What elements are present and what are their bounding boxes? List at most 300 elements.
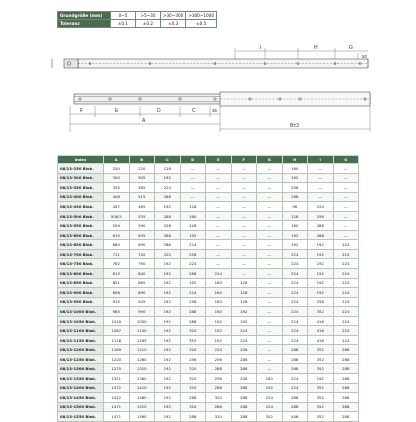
table-cell: 288 xyxy=(282,354,308,364)
table-cell: 288 xyxy=(308,230,334,240)
table-cell: --- xyxy=(257,269,283,279)
table-cell: 288 xyxy=(282,345,308,355)
table-row xyxy=(58,221,359,231)
table-cell: --- xyxy=(257,173,283,183)
table-cell: 457 xyxy=(104,202,130,212)
table-row xyxy=(58,192,359,202)
table-cell: 840 xyxy=(129,269,155,279)
table-cell: 192 xyxy=(155,383,181,393)
table-cell: 160 xyxy=(180,211,206,221)
table-cell: --- xyxy=(231,173,257,183)
table-cell: 160 xyxy=(206,288,232,298)
table-cell: 192 xyxy=(308,374,334,384)
table-cell: 1460 xyxy=(129,393,155,403)
table-cell: 1260 xyxy=(129,354,155,364)
table-cell: --- xyxy=(333,221,359,231)
row-index-cell: 08/13-1100 Blok. xyxy=(58,326,104,336)
table-cell: 288 xyxy=(333,364,359,374)
tolerance-table xyxy=(57,11,217,28)
dim-label-50: 50 xyxy=(362,54,368,59)
table-cell: --- xyxy=(308,164,334,174)
table-cell: 990 xyxy=(129,307,155,317)
table-cell: 320 xyxy=(180,326,206,336)
table-cell: 288 xyxy=(206,364,232,374)
column-header: E xyxy=(206,156,232,164)
table-row xyxy=(58,335,359,345)
table-cell: --- xyxy=(257,316,283,326)
table-cell: --- xyxy=(180,183,206,193)
table-cell: 690 xyxy=(129,240,155,250)
table-cell: 288 xyxy=(282,393,308,403)
row-index-cell: 08/13-600 Blok. xyxy=(58,230,104,240)
table-cell: 192 xyxy=(155,202,181,212)
row-index-cell: 08/13-400 Blok. xyxy=(58,192,104,202)
table-cell: --- xyxy=(333,164,359,174)
table-cell: --- xyxy=(257,202,283,212)
table-cell: 790 xyxy=(129,259,155,269)
row-index-cell: 08/13-550 Blok. xyxy=(58,221,104,231)
tolerance-row-values xyxy=(58,20,217,28)
row-index-cell: 08/13-800 Blok. xyxy=(58,269,104,279)
table-cell: 288 xyxy=(333,383,359,393)
table-cell: --- xyxy=(308,173,334,183)
table-cell: 192 xyxy=(282,173,308,183)
table-cell: 160 xyxy=(282,221,308,231)
table-cell: --- xyxy=(231,202,257,212)
table-cell: 192 xyxy=(206,335,232,345)
table-row xyxy=(58,278,359,288)
table-cell: 288 xyxy=(282,402,308,412)
table-cell: 813 xyxy=(104,269,130,279)
table-cell: 288 xyxy=(155,230,181,240)
table-row xyxy=(58,173,359,183)
table-cell: --- xyxy=(180,192,206,202)
table-cell: 256 xyxy=(206,354,232,364)
table-cell: 224 xyxy=(333,335,359,345)
table-cell: 224 xyxy=(282,278,308,288)
table-cell: --- xyxy=(333,173,359,183)
table-row xyxy=(58,316,359,326)
column-header: B xyxy=(129,156,155,164)
table-cell: --- xyxy=(333,202,359,212)
table-cell: 224 xyxy=(180,259,206,269)
table-header-row xyxy=(58,156,359,164)
table-cell: 1169 xyxy=(104,345,130,355)
table-cell: --- xyxy=(206,230,232,240)
table-cell: 945 xyxy=(129,297,155,307)
table-row xyxy=(58,364,359,374)
table-cell: 192 xyxy=(206,316,232,326)
table-cell: --- xyxy=(180,173,206,183)
table-cell: 192 xyxy=(155,307,181,317)
table-cell: 256 xyxy=(308,297,334,307)
table-cell: 288 xyxy=(308,221,334,231)
table-cell: 128 xyxy=(231,278,257,288)
table-cell: --- xyxy=(231,221,257,231)
row-index-cell: 08/13-1150 Blok. xyxy=(58,335,104,345)
table-cell: 128 xyxy=(231,297,257,307)
dim-label-D: D xyxy=(157,108,161,114)
table-cell: --- xyxy=(257,249,283,259)
table-cell: 865 xyxy=(129,278,155,288)
table-cell: 224 xyxy=(231,335,257,345)
table-cell: --- xyxy=(206,249,232,259)
table-cell: 610 xyxy=(104,230,130,240)
table-cell: 192 xyxy=(155,173,181,183)
column-header: C xyxy=(155,156,181,164)
table-cell: --- xyxy=(333,230,359,240)
table-row xyxy=(58,393,359,403)
column-header: G xyxy=(257,156,283,164)
table-cell: 288 xyxy=(180,412,206,422)
row-index-cell: 08/13-700 Blok. xyxy=(58,249,104,259)
table-row xyxy=(58,183,359,193)
table-cell: 160 xyxy=(206,278,232,288)
table-cell: --- xyxy=(206,240,232,250)
table-cell: --- xyxy=(257,335,283,345)
table-cell: 220 xyxy=(129,164,155,174)
table-cell: 192 xyxy=(308,278,334,288)
table-cell: --- xyxy=(231,240,257,250)
table-cell: 1321 xyxy=(104,374,130,384)
column-header: G xyxy=(333,156,359,164)
table-cell: 660 xyxy=(104,240,130,250)
table-cell: 224 xyxy=(333,326,359,336)
table-cell: --- xyxy=(257,221,283,231)
table-cell: 288 xyxy=(231,393,257,403)
table-cell: 1422 xyxy=(104,393,130,403)
table-cell: 352 xyxy=(308,393,334,403)
row-index-cell: 08/13-350 Blok. xyxy=(58,183,104,193)
table-cell: 300 xyxy=(104,173,130,183)
table-row xyxy=(58,288,359,298)
table-cell: --- xyxy=(206,183,232,193)
table-row xyxy=(58,211,359,221)
table-cell: 192 xyxy=(308,240,334,250)
table-cell: 1118 xyxy=(104,335,130,345)
table-cell: 192 xyxy=(155,345,181,355)
table-row xyxy=(58,326,359,336)
table-cell: 224 xyxy=(333,288,359,298)
table-cell: 192 xyxy=(308,269,334,279)
table-cell: 742 xyxy=(129,249,155,259)
row-index-cell: 08/13-850 Blok. xyxy=(58,278,104,288)
table-cell: 1310 xyxy=(129,364,155,374)
row-index-cell: 08/13-1550 Blok. xyxy=(58,412,104,422)
table-cell: 160 xyxy=(206,297,232,307)
table-cell: 915 xyxy=(104,297,130,307)
table-cell: 192 xyxy=(155,297,181,307)
table-cell: 256 xyxy=(180,249,206,259)
table-row xyxy=(58,412,359,422)
table-row xyxy=(58,230,359,240)
table-cell: --- xyxy=(206,259,232,269)
tolerance-value-header: Toleranz xyxy=(58,20,111,28)
table-cell: --- xyxy=(257,183,283,193)
table-cell: --- xyxy=(257,259,283,269)
table-cell: --- xyxy=(206,221,232,231)
table-cell: 288 xyxy=(282,364,308,374)
table-cell: --- xyxy=(206,211,232,221)
table-cell: 224 xyxy=(206,269,232,279)
slide-top-view xyxy=(52,48,368,68)
table-cell: 288 xyxy=(231,364,257,374)
row-index-cell: 08/13-1350 Blok. xyxy=(58,374,104,384)
table-row xyxy=(58,259,359,269)
table-row xyxy=(58,202,359,212)
table-cell: 224 xyxy=(282,307,308,317)
table-cell: 192 xyxy=(282,230,308,240)
table-cell: 288 xyxy=(155,240,181,250)
slide-drawing xyxy=(40,42,380,142)
table-cell: 256 xyxy=(231,374,257,384)
table-cell: 128 xyxy=(282,211,308,221)
table-cell: 224 xyxy=(333,259,359,269)
table-cell: 535 xyxy=(129,211,155,221)
table-cell: 1220 xyxy=(104,354,130,364)
tolerance-row-size xyxy=(58,12,217,20)
table-cell: 192 xyxy=(155,374,181,384)
table-cell: 224 xyxy=(180,240,206,250)
table-cell: 224 xyxy=(257,393,283,403)
table-cell: 192 xyxy=(308,249,334,259)
table-cell: 224 xyxy=(282,374,308,384)
table-cell: 1360 xyxy=(129,374,155,384)
table-cell: 355 xyxy=(104,183,130,193)
table-cell: --- xyxy=(206,164,232,174)
table-cell: 416 xyxy=(308,335,334,345)
table-cell: 415 xyxy=(129,192,155,202)
table-cell: 288 xyxy=(206,402,232,412)
table-cell: 128 xyxy=(155,164,181,174)
table-cell: 224 xyxy=(333,249,359,259)
table-cell: 224 xyxy=(155,183,181,193)
table-cell: 224 xyxy=(206,345,232,355)
table-cell: 1016 xyxy=(104,316,130,326)
table-cell: 1471 xyxy=(104,402,130,412)
table-cell: 352 xyxy=(308,402,334,412)
table-cell: 256 xyxy=(155,221,181,231)
table-cell: 320 xyxy=(180,364,206,374)
table-cell: 851 xyxy=(104,278,130,288)
table-cell: 224 xyxy=(282,316,308,326)
table-cell: 288 xyxy=(333,374,359,384)
table-cell: --- xyxy=(206,192,232,202)
table-cell: --- xyxy=(308,192,334,202)
table-cell: --- xyxy=(231,230,257,240)
table-cell: 192 xyxy=(282,240,308,250)
table-cell: --- xyxy=(257,240,283,250)
table-cell: 288 xyxy=(206,383,232,393)
table-cell: 288 xyxy=(155,211,181,221)
tolerance-size-cell: >300~1000 xyxy=(186,12,217,20)
table-cell: 224 xyxy=(333,269,359,279)
table-cell: 352 xyxy=(308,354,334,364)
table-cell: --- xyxy=(206,173,232,183)
dim-label-I: I xyxy=(260,45,262,51)
tolerance-value-cell: ±0.1 xyxy=(111,20,136,28)
table-cell: --- xyxy=(231,183,257,193)
dim-label-A: A xyxy=(142,118,146,124)
table-cell: 192 xyxy=(231,316,257,326)
table-cell: 192 xyxy=(155,412,181,422)
table-cell: --- xyxy=(257,307,283,317)
table-cell: 256 xyxy=(180,297,206,307)
table-cell: 352 xyxy=(180,335,206,345)
table-cell: --- xyxy=(231,249,257,259)
table-cell: 352 xyxy=(308,364,334,374)
table-cell: 192 xyxy=(155,259,181,269)
table-body xyxy=(58,164,359,422)
dim-label-C: C xyxy=(192,108,196,114)
table-row xyxy=(58,383,359,393)
table-cell: 224 xyxy=(282,297,308,307)
table-row xyxy=(58,269,359,279)
table-cell: 288 xyxy=(180,269,206,279)
table-cell: 224 xyxy=(231,326,257,336)
table-cell: --- xyxy=(231,192,257,202)
table-cell: --- xyxy=(257,326,283,336)
table-cell: 288 xyxy=(231,412,257,422)
table-cell: 128 xyxy=(180,202,206,212)
tolerance-size-header: Grundgröße (mm) xyxy=(58,12,111,20)
table-cell: --- xyxy=(333,183,359,193)
table-row xyxy=(58,297,359,307)
table-cell: 224 xyxy=(308,202,334,212)
table-cell: 288 xyxy=(180,307,206,317)
row-index-cell: 08/13-1450 Blok. xyxy=(58,393,104,403)
table-cell: --- xyxy=(257,297,283,307)
table-cell: 559 xyxy=(104,221,130,231)
table-row xyxy=(58,345,359,355)
table-cell: 1165 xyxy=(129,335,155,345)
table-cell: 352 xyxy=(257,412,283,422)
table-cell: 711 xyxy=(104,249,130,259)
table-cell: 192 xyxy=(155,316,181,326)
table-cell: 192 xyxy=(180,278,206,288)
table-cell: 256 xyxy=(180,354,206,364)
table-cell: 288 xyxy=(231,383,257,393)
table-cell: 192 xyxy=(155,335,181,345)
table-cell: 288 xyxy=(231,402,257,412)
row-index-cell: 08/13-900 Blok. xyxy=(58,288,104,298)
table-cell: 1372 xyxy=(104,383,130,393)
table-cell: 985 xyxy=(104,307,130,317)
table-cell: 192 xyxy=(308,259,334,269)
table-cell: 224 xyxy=(180,288,206,298)
table-cell: --- xyxy=(257,364,283,374)
dim-label-F: F xyxy=(80,108,84,114)
table-cell: --- xyxy=(257,278,283,288)
tolerance-size-cell: >5~30 xyxy=(136,12,161,20)
table-cell: 160 xyxy=(206,307,232,317)
table-cell: 256 xyxy=(231,345,257,355)
table-cell: 192 xyxy=(155,326,181,336)
table-cell: 224 xyxy=(282,288,308,298)
table-cell: 256 xyxy=(282,183,308,193)
table-cell: --- xyxy=(257,164,283,174)
row-index-cell: 08/13-250 Blok. xyxy=(58,164,104,174)
table-cell: 192 xyxy=(180,230,206,240)
row-index-cell: 08/13-1500 Blok. xyxy=(58,402,104,412)
table-cell: --- xyxy=(180,164,206,174)
table-cell: 192 xyxy=(155,354,181,364)
table-cell: 352 xyxy=(308,345,334,355)
tolerance-value-cell: ±0.5 xyxy=(186,20,217,28)
row-index-cell: 08/13-1300 Blok. xyxy=(58,364,104,374)
table-cell: 320 xyxy=(155,249,181,259)
table-cell: 192 xyxy=(155,278,181,288)
column-header: I xyxy=(308,156,334,164)
table-cell: 288 xyxy=(155,192,181,202)
table-cell: 224 xyxy=(333,316,359,326)
column-header: D xyxy=(180,156,206,164)
tolerance-value-cell: ±0.3 xyxy=(161,20,186,28)
table-cell: 250 xyxy=(104,164,130,174)
dim-label-35: 35 xyxy=(212,108,218,113)
table-cell: 192 xyxy=(257,383,283,393)
table-cell: 192 xyxy=(308,288,334,298)
table-cell: 224 xyxy=(282,335,308,345)
table-cell: 416 xyxy=(308,316,334,326)
table-cell: 320 xyxy=(206,412,232,422)
dim-label-B: B±3 xyxy=(290,123,299,129)
table-cell: 224 xyxy=(333,240,359,250)
table-cell: 320 xyxy=(180,402,206,412)
table-cell: 288 xyxy=(333,345,359,355)
column-header: Index xyxy=(58,156,104,164)
table-cell: 224 xyxy=(333,297,359,307)
table-cell: --- xyxy=(257,230,283,240)
table-cell: 320 xyxy=(180,383,206,393)
row-index-cell: 08/13-500 Blok. xyxy=(58,211,104,221)
table-cell: 224 xyxy=(282,326,308,336)
tolerance-size-cell: 0~5 xyxy=(111,12,136,20)
table-cell: 192 xyxy=(155,269,181,279)
table-cell: 762 xyxy=(104,259,130,269)
table-cell: 896 xyxy=(104,288,130,298)
table-cell: 288 xyxy=(333,412,359,422)
row-index-cell: 08/13-450 Blok. xyxy=(58,202,104,212)
table-row xyxy=(58,354,359,364)
table-cell: 224 xyxy=(282,269,308,279)
table-cell: 1067 xyxy=(104,326,130,336)
row-index-cell: 08/13-1000 Blok. xyxy=(58,307,104,317)
table-cell: 288 xyxy=(333,393,359,403)
table-cell: 128 xyxy=(231,288,257,298)
table-cell: 352 xyxy=(308,412,334,422)
table-cell: 305 xyxy=(129,173,155,183)
table-cell: 288 xyxy=(180,316,206,326)
table-cell: 1510 xyxy=(129,402,155,412)
row-index-cell: 08/13-1200 Blok. xyxy=(58,345,104,355)
table-row xyxy=(58,374,359,384)
table-cell: 890 xyxy=(129,288,155,298)
table-cell: 288 xyxy=(282,192,308,202)
tolerance-value-cell: ±0.2 xyxy=(136,20,161,28)
table-cell: 224 xyxy=(282,259,308,269)
table-cell: 256 xyxy=(308,211,334,221)
row-index-cell: 08/13-950 Blok. xyxy=(58,297,104,307)
table-cell: 1471 xyxy=(104,412,130,422)
table-cell: 320 xyxy=(206,393,232,403)
row-index-cell: 08/13-650 Blok. xyxy=(58,240,104,250)
table-cell: 224 xyxy=(333,278,359,288)
table-cell: 448 xyxy=(282,412,308,422)
table-row xyxy=(58,164,359,174)
table-cell: 416 xyxy=(308,326,334,336)
table-cell: 320 xyxy=(180,374,206,384)
